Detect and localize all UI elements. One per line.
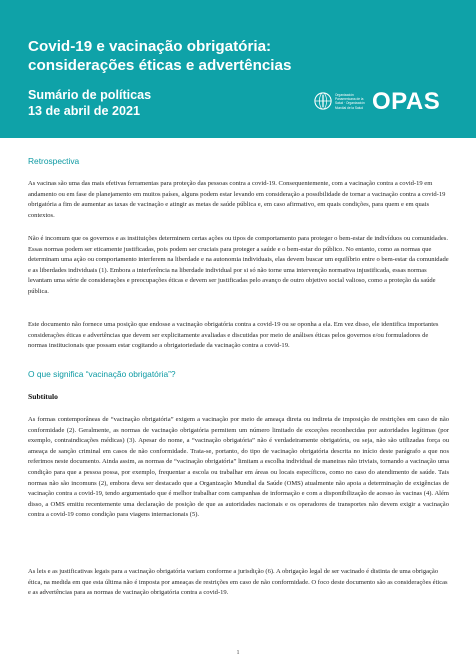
subtitle-date: 13 de abril de 2021 xyxy=(28,103,141,118)
subtitle-heading: Subtítulo xyxy=(28,392,58,401)
logo-organization-text: Organización Panamericana de la Salud · Organización Mundial de la Salud xyxy=(335,93,365,110)
header-banner xyxy=(0,0,476,138)
paragraph-retrospectiva-2: Não é incomum que os governos e as instituições determinem certas ações ou tipos de comportamento para proteger o bem-estar de indivíduos ou comunidades. Essas normas podem ser eticamente justificadas, pois podem ser cruciais para proteger a saúde e o bem-estar do público. No entanto, como as normas que determinam uma ação ou comportamento interferem na liberdade e na autonomia individuais, elas devem buscar um equilíbrio entre o bem-estar da comunidade e as liberdades individuais (1). Embora a interferência na liberdade individual por si só não torne uma intervenção normativa injustificada, essas normas levantam uma série de considerações e preocupações éticas e devem ser justificadas pelo avanço de outro objetivo social valioso, como a proteção da saúde pública. xyxy=(28,235,449,295)
paragraph-significa-2: As leis e as justificativas legais para a vacinação obrigatória variam conforme a jurisdição (6). A obrigação legal de ser vacinado é distinta de uma obrigação ética, na medida em que esta última não é imposta por ameaças de restrições em caso de não conformidade. O foco deste documento são as considerações éticas e as advertências para as normas de vacinação obrigatória contra a covid-19. xyxy=(28,568,448,597)
subtitle-policy-brief: Sumário de políticas xyxy=(28,88,152,102)
paragraph-significa-1: As formas contemporâneas de “vacinação obrigatória” exigem a vacinação por meio de ameaça direta ou indireta de imposição de restrições em caso de não conformidade (2). Geralmente, as normas de vacinação obrigatória permitem um número limitado de exceções reconhecidas por autoridades legítimas (por exemplo, contraindicações médicas) (3). Apesar do nome, a “vacinação obrigatória” não é verdadeiramente obrigatória, ou seja, não são utilizadas força ou ameaça de sanção criminal em casos de não conformidade. Trata-se, portanto, do tipo de vacinação obrigatória descrita no início deste parágrafo a que nos referimos neste documento. Ainda assim, as normas de “vacinação obrigatória” limitam a escolha individual de maneiras não triviais, tornando a vacinação uma condição para que a pessoa possa, por exemplo, frequentar a escola ou trabalhar em áreas ou locais específicos, como no caso do atendimento de saúde. Tais normas não são incomuns (2), embora deva ser destacado que a Organização Mundial da Saúde (OMS) atualmente não apoia a determinação de exigências de vacinação contra a covid-19, tendo argumentado que é melhor trabalhar com campanhas de informação e com a disponibilização de acesso às vacinas (4). Além disso, a OMS emitiu recentemente uma declaração de posição de que as autoridades nacionais e os operadores de transportes não devem exigir a vacinação contra a covid-19 como condição para viagens internacionais (5). xyxy=(28,416,449,519)
paho-emblem-icon xyxy=(314,92,332,110)
document-subtitle xyxy=(28,88,288,119)
opas-logo: OPAS xyxy=(372,88,441,115)
section-title-retrospectiva: Retrospectiva xyxy=(28,156,80,166)
paragraph-retrospectiva-1: As vacinas são uma das mais efetivas ferramentas para proteção das pessoas contra a covid-19. Consequentemente, com a vacinação contra a covid-19 em andamento ou em fase de planejamento em muitos países, alguns podem estar levando em consideração a possibilidade de tornar a vacinação contra a covid-19 obrigatória a fim de aumentar as taxas de vacinação e atingir as metas de saúde pública e, em caso afirmativo, em quais condições, para quem e em quais contextos. xyxy=(28,180,446,219)
document-title: Covid-19 e vacinação obrigatória: considerações éticas e advertências xyxy=(28,38,292,74)
page-number: 1 xyxy=(236,650,240,656)
section-title-vacinacao-obrigatoria: O que significa “vacinação obrigatória”? xyxy=(28,369,176,379)
paragraph-retrospectiva-3: Este documento não fornece uma posição que endosse a vacinação obrigatória contra a covid-19 ou se oponha a ela. Em vez disso, ele identifica importantes considerações éticas e advertências que devem ser explicitamente avaliadas e discutidas por meio de análises éticas pelos governos e/ou formuladores de normas institucionais que possam estar cogitando a obrigatoriedade da vacinação contra a covid-19. xyxy=(28,321,439,350)
